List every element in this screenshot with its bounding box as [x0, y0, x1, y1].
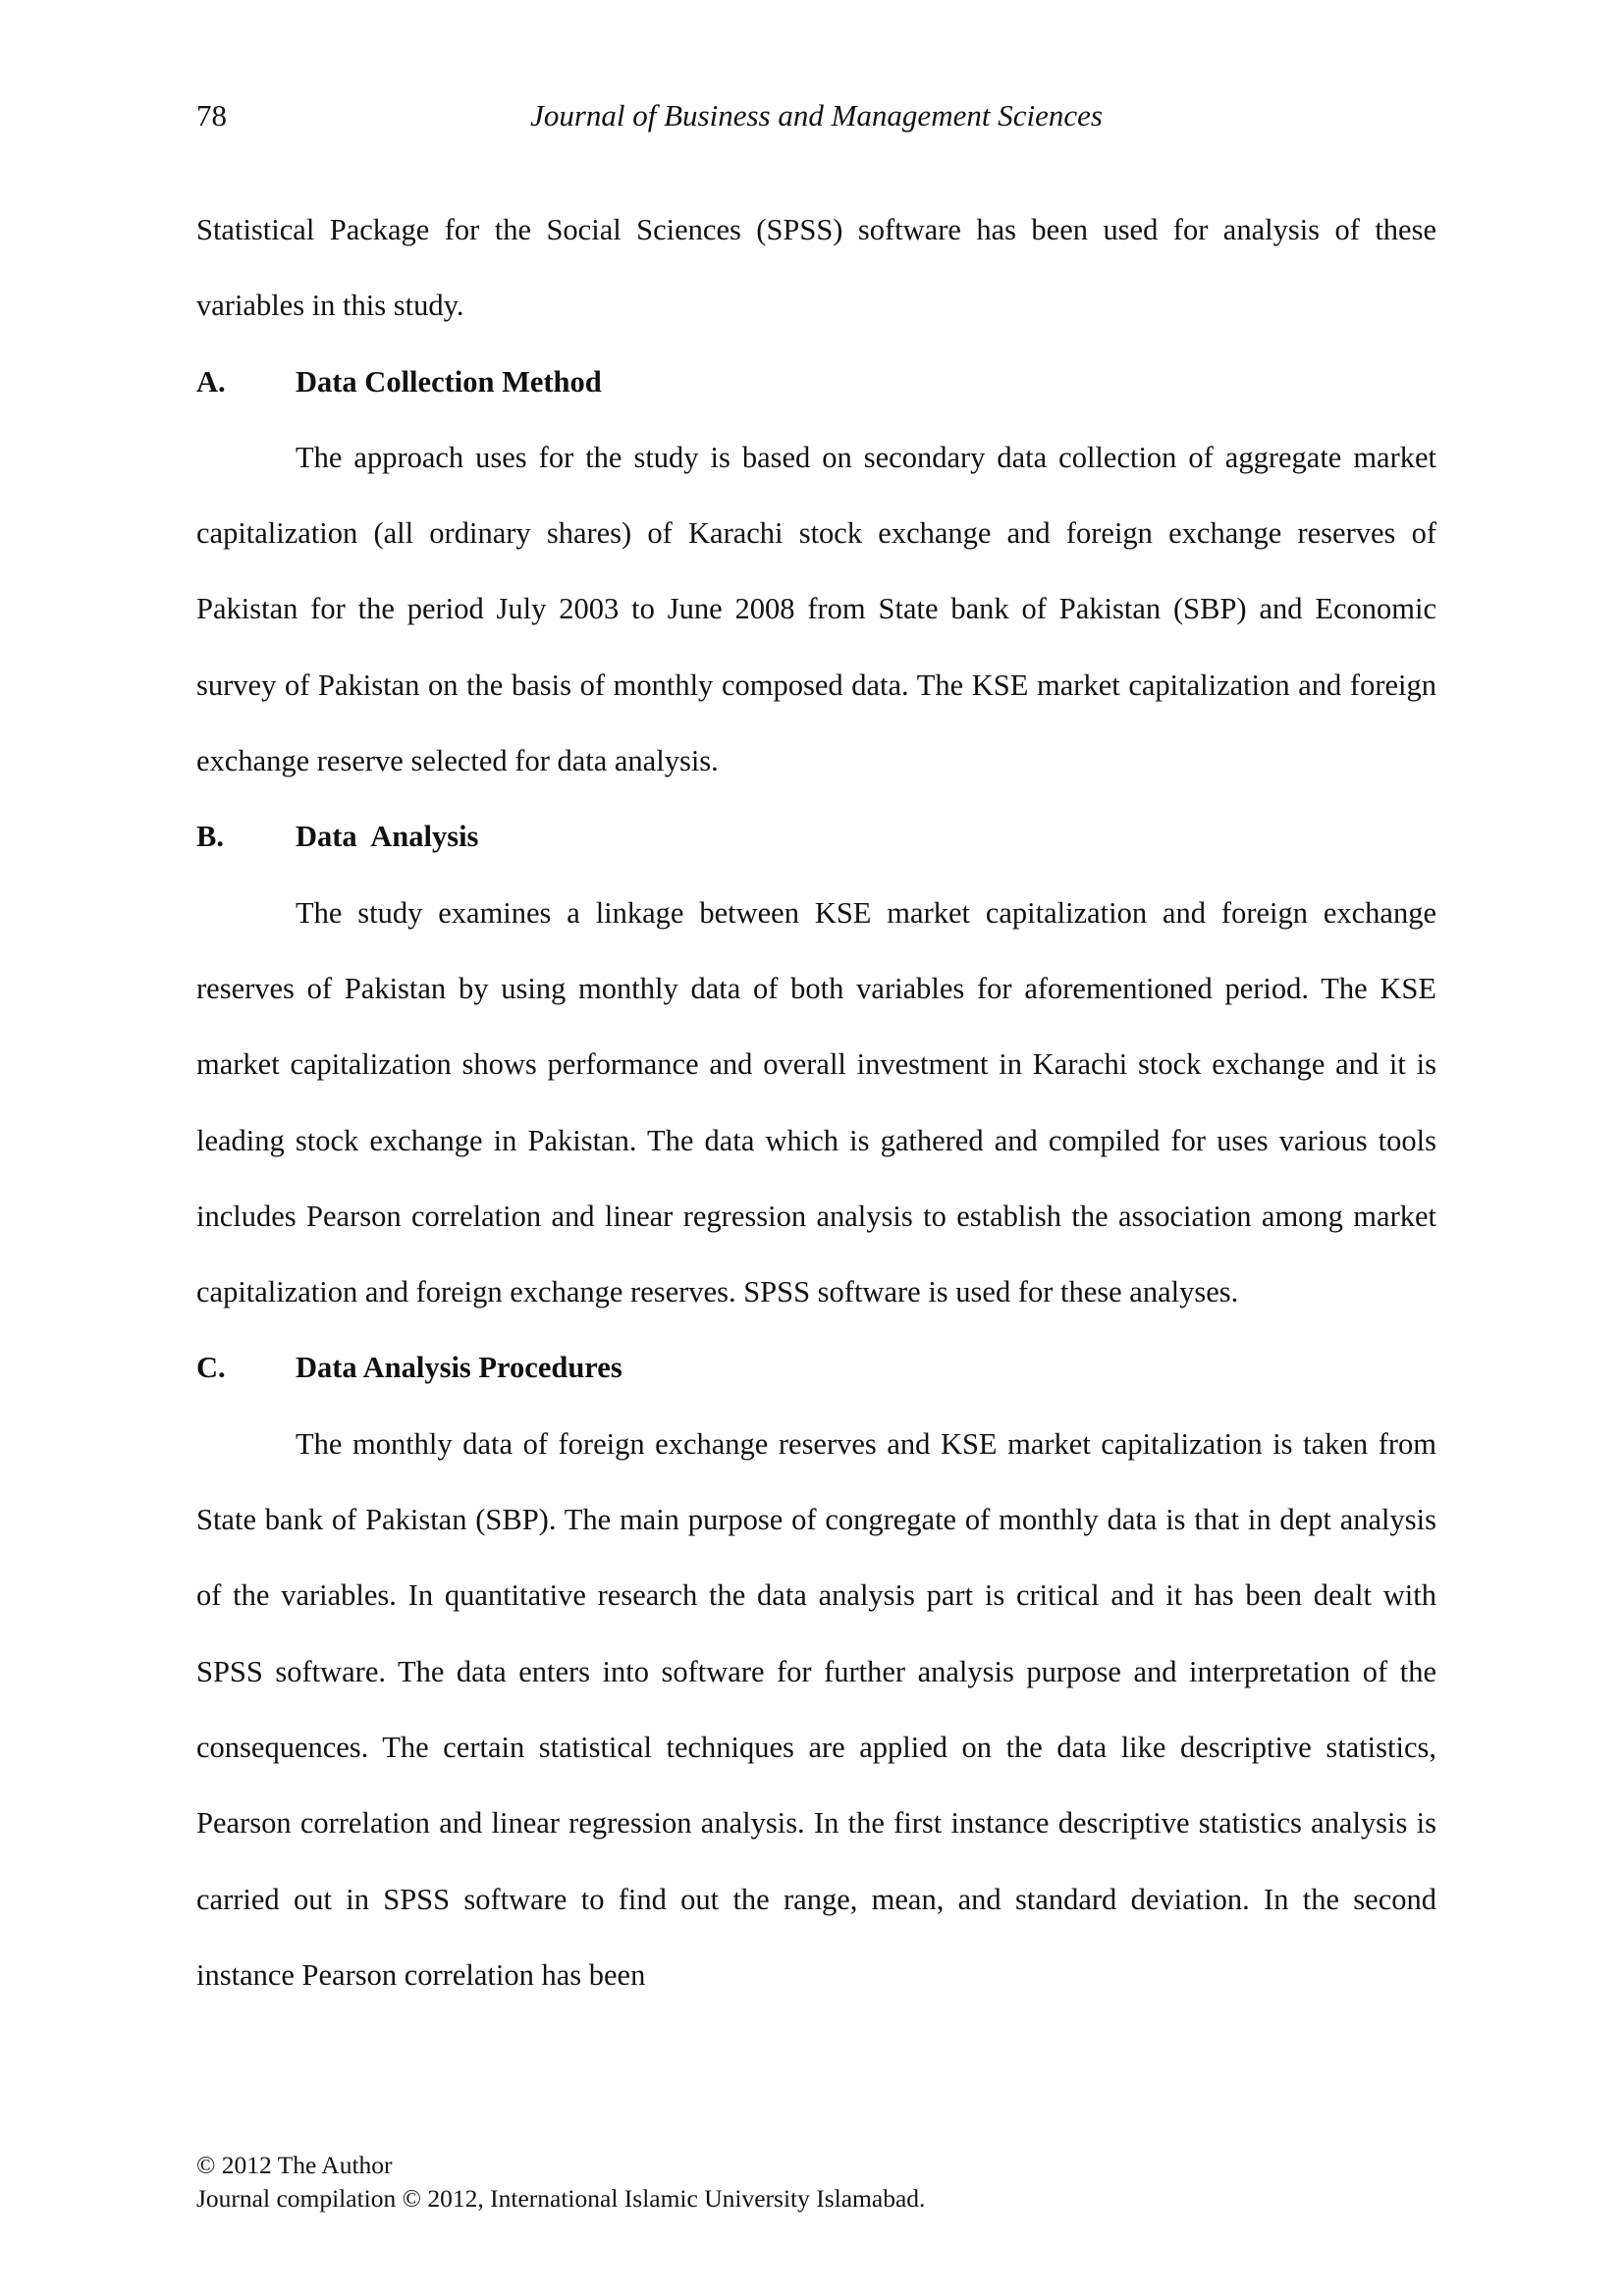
footer-compilation: Journal compilation © 2012, International Islamic University Islamabad. [196, 2184, 926, 2213]
section-letter: A. [196, 364, 226, 399]
page-header [196, 98, 1436, 145]
body-text [196, 192, 1436, 2013]
page-number: 78 [196, 98, 227, 133]
section-title: Data Analysis [296, 820, 479, 854]
section-heading-b [196, 799, 1436, 875]
footer-copyright: © 2012 The Author [196, 2151, 393, 2179]
section-c-paragraph: The monthly data of foreign exchange reserves and KSE market capitalization is taken from State bank of Pakistan (SBP). The main purpose of congregate of monthly data is that in dept analysis of the variables. In quantitative research the data analysis part is critical and it has been dealt with SPSS software. The data enters into software for further analysis purpose and interpretation of the consequences. The certain statistical techniques are applied on the data like descriptive statistics, Pearson correlation and linear regression analysis. In the first instance descriptive statistics analysis is carried out in SPSS software to find out the range, mean, and standard deviation. In the second instance Pearson correlation has been [196, 1426, 1436, 1992]
section-a-paragraph: The approach uses for the study is based on secondary data collection of aggregate market capitalization (all ordinary shares) of Karachi stock exchange and foreign exchange reserves of Pakistan for the period July 2003 to June 2008 from State bank of Pakistan (SBP) and Economic survey of Pakistan on the basis of monthly composed data. The KSE market capitalization and foreign exchange reserve selected for data analysis. [196, 440, 1436, 778]
intro-paragraph: Statistical Package for the Social Sciences (SPSS) software has been used for analysis of these variables in this study. [196, 213, 1436, 323]
section-letter: C. [196, 1351, 226, 1385]
section-title: Data Collection Method [296, 364, 602, 399]
section-heading-c [196, 1330, 1436, 1406]
section-heading-a [196, 345, 1436, 420]
section-letter: B. [196, 820, 224, 854]
journal-title: Journal of Business and Management Sciences [530, 98, 1103, 133]
section-b-paragraph: The study examines a linkage between KSE market capitalization and foreign exchange reserves of Pakistan by using monthly data of both variables for aforementioned period. The KSE market capitalization shows performance and overall investment in Karachi stock exchange and it is leading stock exchange in Pakistan. The data which is gathered and compiled for uses various tools includes Pearson correlation and linear regression analysis to establish the association among market capitalization and foreign exchange reserves. SPSS software is used for these analyses. [196, 895, 1436, 1309]
page-footer [196, 2149, 1436, 2216]
section-title: Data Analysis Procedures [296, 1351, 622, 1385]
